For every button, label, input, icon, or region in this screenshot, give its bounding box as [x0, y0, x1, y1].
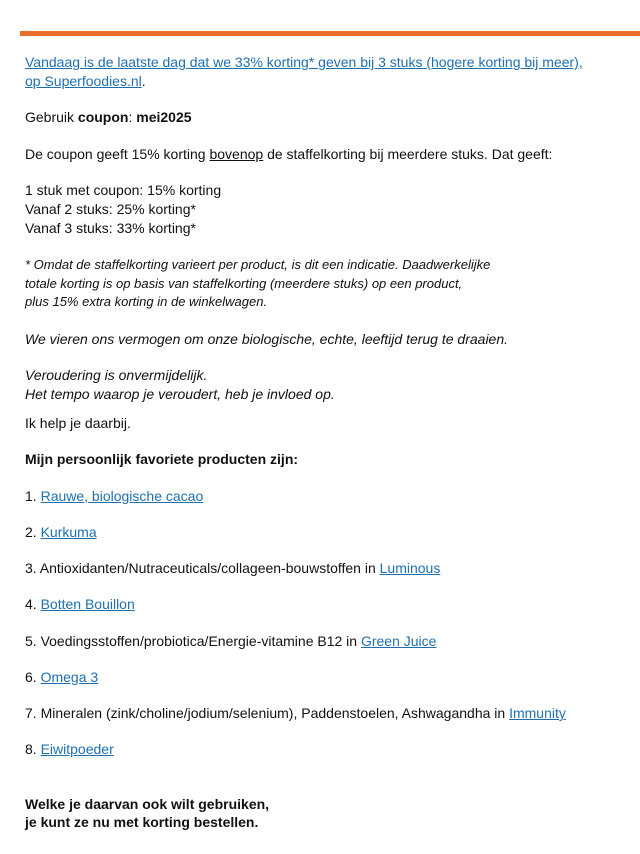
discount-tiers [25, 181, 625, 238]
product-link-cacao[interactable]: Rauwe, biologische cacao [40, 487, 204, 504]
list-item [25, 632, 625, 651]
list-item [25, 668, 625, 687]
product-link-immunity[interactable]: Immunity [509, 704, 566, 721]
sale-link[interactable]: Vandaag is de laatste dag dat we 33% korting* geven bij 3 stuks (hogere korting bij meer), op Superfoodies.nl [25, 54, 583, 89]
list-item [25, 523, 625, 542]
tagline: We vieren ons vermogen om onze biologische, echte, leeftijd terug te draaien. [25, 330, 509, 347]
item-text: Mineralen (zink/choline/jodium/selenium), Paddenstoelen, Ashwagandha in [40, 704, 510, 721]
tier-3: Vanaf 3 stuks: 33% korting* [25, 220, 196, 237]
coupon-colon: : [128, 109, 137, 126]
tier-2: Vanaf 2 stuks: 25% korting* [25, 201, 196, 218]
aging-line: Het tempo waarop je veroudert, heb je invloed op. [25, 386, 335, 403]
product-link-green-juice[interactable]: Green Juice [360, 632, 437, 649]
list-item [25, 740, 625, 759]
coupon-code: mei2025 [136, 109, 192, 126]
coupon-word: coupon [77, 109, 129, 126]
coupon-prefix: Gebruik [25, 109, 78, 126]
item-number: 7. [25, 704, 41, 721]
item-number: 3. [25, 560, 40, 577]
help-line: Ik help je daarbij. [25, 414, 131, 431]
aging-line: Veroudering is onvermijdelijk. [25, 367, 208, 384]
item-number: 4. [25, 596, 41, 613]
coupon-line [25, 108, 625, 127]
footnote-line: plus 15% extra korting in de winkelwagen. [25, 294, 268, 310]
product-link-kurkuma[interactable]: Kurkuma [40, 524, 97, 541]
list-item [25, 704, 625, 723]
item-number: 8. [25, 741, 41, 758]
intro-period: . [141, 72, 146, 89]
list-item [25, 595, 625, 614]
tier-1: 1 stuk met coupon: 15% korting [25, 182, 222, 199]
footnote-line: totale korting is op basis van staffelkorting (meerdere stuks) op een product, [25, 275, 463, 291]
header-accent-bar [20, 31, 640, 36]
product-link-eiwitpoeder[interactable]: Eiwitpoeder [40, 741, 114, 758]
explain-pre: De coupon geeft 15% korting [25, 145, 210, 162]
product-link-luminous[interactable]: Luminous [379, 560, 441, 577]
list-item [25, 487, 625, 506]
item-text: Antioxidanten/Nutraceuticals/collageen-bouwstoffen in [39, 560, 380, 577]
item-number: 6. [25, 668, 41, 685]
item-number: 2. [25, 524, 41, 541]
footnote-line: * Omdat de staffelkorting varieert per product, is dit een indicatie. Daadwerkelijke [25, 257, 491, 273]
intro-paragraph [25, 53, 625, 90]
explain-post: de staffelkorting bij meerdere stuks. Dat geeft: [263, 145, 553, 162]
closing-line: je kunt ze nu met korting bestellen. [25, 814, 259, 831]
product-link-botten-bouillon[interactable]: Botten Bouillon [40, 596, 135, 613]
list-item [25, 559, 625, 578]
footnote [25, 256, 625, 312]
item-text: Voedingsstoffen/probiotica/Energie-vitamine B12 in [40, 632, 361, 649]
item-number: 1. [25, 487, 41, 504]
favorites-heading: Mijn persoonlijk favoriete producten zijn: [25, 451, 299, 468]
closing-line: Welke je daarvan ook wilt gebruiken, [25, 795, 270, 812]
email-body [25, 53, 625, 832]
product-link-omega-3[interactable]: Omega 3 [40, 668, 99, 685]
aging-statement [25, 366, 625, 403]
coupon-explanation [25, 145, 625, 164]
product-list [25, 487, 625, 759]
closing-statement [25, 795, 625, 832]
explain-emphasis: bovenop [209, 145, 264, 162]
item-number: 5. [25, 632, 41, 649]
